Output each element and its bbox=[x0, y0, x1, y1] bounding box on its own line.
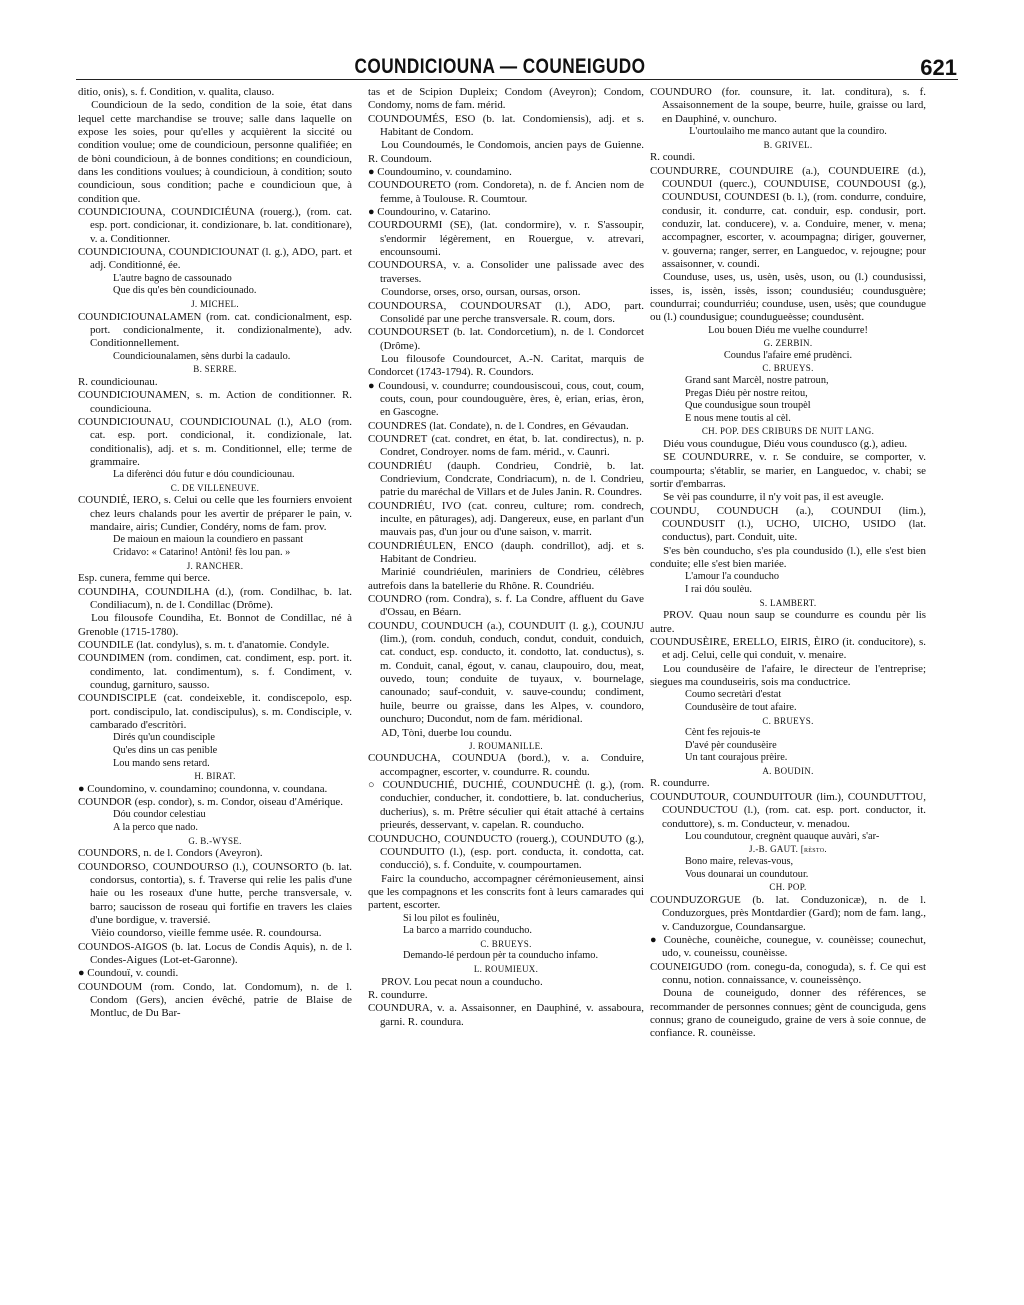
quotation-line: Demando-lé perdoun pèr ta counducho infamo. bbox=[403, 950, 599, 962]
entry-paragraph: Fairc la counducho, accompagner cérémonieusement, ainsi que les compagnons et les conscrits font à leurs camarades qui partent, escorter. bbox=[368, 872, 644, 912]
entry-paragraph: ditio, onis), s. f. Condition, v. qualita, clauso. bbox=[78, 86, 275, 98]
entry-paragraph: ● Coundoumino, v. coundamino. bbox=[368, 166, 512, 179]
entry-paragraph: PROV. Lou pecat noun a counducho. bbox=[381, 975, 543, 988]
header-rule bbox=[76, 79, 958, 80]
entry-paragraph: COUNDORSO, COUNDOURSO (l.), COUNSORTO (b. lat. condorsus, contortia), s. f. Traverse qui relie les palis d'une haie ou les roseaux d'une hutte, perche transversale, v. barro; saucisson de roseau qui fortifie en travers les claies d'une bordigue, v. traversié. bbox=[78, 860, 352, 926]
quotation-line: Lou mando sens retard. bbox=[113, 757, 210, 769]
entry-paragraph: Douna de couneigudo, donner des références, se recommander de personnes connues; gènt de counciguda, gens connus; grano de couneigudo, graine de vers à soie connue, de confiance. R. counèisse. bbox=[650, 987, 926, 1040]
entry-paragraph: COUNDICIOUNA, COUNDICIOUNAT (l. g.), ADO, part. et adj. Conditionné, ée. bbox=[78, 246, 352, 272]
entry-paragraph: tas et de Scipion Dupleix; Condom (Aveyron); Condom, Condomy, noms de fam. mérid. bbox=[368, 86, 644, 112]
quotation-line: A la perco que nado. bbox=[113, 822, 198, 833]
entry-paragraph: Lou filousofe Coundiha, Et. Bonnot de Condillac, né à Grenoble (1715-1780). bbox=[78, 612, 352, 638]
quotation-line: Coundusèire de tout afaire. bbox=[685, 701, 797, 713]
entry-paragraph: COUNDUCHA, COUNDUA (bord.), v. a. Conduire, accompagner, escorter, v. coundurre. R. coundu. bbox=[368, 752, 644, 778]
quotation bbox=[78, 469, 352, 494]
entry-paragraph: COUNDOUMÉS, ESO (b. lat. Condomiensis), adj. et s. Habitant de Condom. bbox=[368, 112, 644, 139]
quotation bbox=[78, 273, 352, 311]
quotation-attribution: C. BRUEYS. bbox=[762, 363, 814, 374]
entry-paragraph: COUNDURRE, COUNDUIRE (a.), COUNDUEIRE (d.), COUNDUI (querc.), COUNDUISE, COUNDOUSI (g.), COUNDUSI, COUNDESI (b. l.), (rom. condurre, conduire, condusir, it. condurre, cat. conduir, esp. condusir, port. conduzir, lat. conducere), v. a. Conduire, mener, v. mena; accompagner, escorter, v. acoumpagna; diriger, gouverner, v. gouverna; ranger, serrer, en Languedoc, v. rejougne; pour assaisonner, v. coundi. bbox=[650, 164, 926, 270]
quotation-line: Un tant courajous prèire. bbox=[685, 752, 788, 764]
entry-paragraph: COUNDILE (lat. condylus), s. m. t. d'anatomie. Condyle. bbox=[78, 638, 330, 651]
quotation-attribution: G. B.-WYSE. bbox=[188, 835, 242, 846]
quotation-attribution: CH. POP. DES CRIBURS DE NUIT LANG. bbox=[701, 426, 875, 437]
entry-paragraph: COUNDOURSA, COUNDOURSAT (l.), ADO, part. Consolidé par une perche transversale. R. coum, dors. bbox=[368, 299, 644, 325]
quotation-line: L'autre bagno de cassounado bbox=[113, 272, 232, 284]
quotation-attribution: L. ROUMIEUX. bbox=[473, 963, 539, 974]
entry-paragraph: COUNDUTOUR, COUNDUITOUR (lim.), COUNDUTTOU, COUNDUCTOU (l.), (rom. cat. esp. port. conductor, it. conduttore), s. m. Conducteur, v. menadou. bbox=[650, 790, 926, 830]
quotation-line: Lou coundutour, cregnènt quauque auvàri, s'ar- bbox=[685, 830, 880, 842]
entry-paragraph: Vièio coundorso, vieille femme usée. R. coundoursa. bbox=[91, 927, 322, 940]
entry-paragraph: ● Coundouï, v. coundi. bbox=[78, 967, 179, 980]
entry-paragraph: COUNDIHA, COUNDILHA (d.), (rom. Condilhac, b. lat. Condiliacum), n. de l. Condillac (Drôme). bbox=[78, 585, 352, 611]
entry-paragraph: Lou coundusèire de l'afaire, le directeur de l'entreprise; siegues ma counduseiris, sois ma conductrice. bbox=[650, 662, 926, 688]
entry-paragraph: COUNDORS, n. de l. Condors (Aveyron). bbox=[78, 847, 263, 860]
entry-paragraph: COUNDUSÈIRE, ERELLO, EIRIS, ÈIRO (it. conducitore), s. et adj. Celui, celle qui conduit, v. menaire. bbox=[650, 635, 926, 662]
entry-paragraph: COUNDUZORGUE (b. lat. Conduzonicæ), n. de l. Conduzorgues, près Montdardier (Gard); nom de fam. lang., v. Canduzorgue, Coundansargue. bbox=[650, 893, 926, 933]
entry-paragraph: COUNDRIÉULEN, ENCO (dauph. condrillot), adj. et s. Habitant de Condrieu. bbox=[368, 539, 644, 566]
quotation-line: La diferènci dóu futur e dóu coundiciounau. bbox=[113, 469, 295, 481]
entry-paragraph: R. coundiciounau. bbox=[78, 375, 158, 388]
entry-paragraph: COUNEIGUDO (rom. conegu-da, conoguda), s. f. Ce qui est connu, notion. connaissance, v. couneissènço. bbox=[650, 960, 926, 986]
quotation bbox=[368, 913, 644, 951]
entry-paragraph: COUNDRET (cat. condret, en état, b. lat. condirectus), n. p. Condret, Condroyer. noms de fam. mérid., v. Caunri. bbox=[368, 432, 644, 459]
quotation bbox=[78, 534, 352, 572]
quotation-line: Dirés qu'un coundisciple bbox=[113, 732, 215, 744]
quotation-attribution: H. BIRAT. bbox=[194, 771, 236, 782]
quotation-line: Que coundusigue soun troupèl bbox=[685, 400, 811, 412]
entry-paragraph: COUNDRIÉU (dauph. Condrieu, Condriè, b. lat. Condrievium, Condcrate, Condriacum), n. de l. Condrieu, patrie du maréchal de Villars et de Jules Janin. R. Coundres. bbox=[368, 459, 644, 499]
quotation-line: L'amour l'a counducho bbox=[685, 571, 780, 583]
entry-paragraph: COUNDOUM (rom. Condo, lat. Condomum), n. de l. Condom (Gers), ancien évêché, patrie de Blaise de Montluc, de Du Bar- bbox=[78, 980, 352, 1020]
entry-paragraph: COUNDIMEN (rom. condimen, cat. condiment, esp. port. it. condimento, lat. condimentum), s. f. Condiment, v. coundug, garnituro, sausso. bbox=[78, 652, 352, 691]
entry-paragraph: SE COUNDURRE, v. r. Se conduire, se comporter, v. coumpourta; s'établir, se marier, en Languedoc, v. chabi; se sortir d'embarras. bbox=[650, 451, 926, 491]
quotation bbox=[368, 950, 644, 975]
entry-paragraph: COUNDOURSA, v. a. Consolider une palissade avec des traverses. bbox=[368, 259, 644, 285]
entry-paragraph: Se vèi pas coundurre, il n'y voit pas, il est aveugle. bbox=[663, 491, 884, 504]
entry-paragraph: ○ COUNDUCHIÉ, DUCHIÉ, COUNDUCHÈ (l. g.), (rom. conduchier, conducher, it. condottiere, b. lat. conducherius, ducherius), s. m. Prêtre séculier qui était attaché à certains prieurés, desservant, v. capelan. R. counducho. bbox=[368, 779, 644, 832]
quotation-attribution: CH. POP. bbox=[769, 882, 807, 893]
entry-paragraph: COUNDOURSET (b. lat. Condorcetium), n. de l. Condorcet (Drôme). bbox=[368, 326, 644, 352]
quotation-line: De maioun en maioun la coundiero en passant bbox=[113, 534, 304, 546]
page-number: 621 bbox=[920, 55, 957, 80]
quotation-line: Cènt fes rejouis-te bbox=[685, 727, 761, 739]
quotation bbox=[650, 831, 926, 856]
entry-paragraph: Diéu vous coundugue, Diéu vous coundusco (g.), adieu. bbox=[663, 438, 908, 451]
quotation-line: Lou bouen Diéu me vuelhe coundurre! bbox=[708, 324, 868, 336]
quotation bbox=[650, 126, 926, 151]
entry-paragraph: COUNDRO (rom. Condra), s. f. La Condre, affluent du Gave d'Ossau, en Béarn. bbox=[368, 593, 644, 619]
entry-paragraph: COUNDISCIPLE (cat. condeixeble, it. condiscepolo, esp. port. condiscipulo, lat. condiscipulus), s. m. Condisciple, v. cambarado d'escritòri. bbox=[78, 692, 352, 731]
quotation-line: Si lou pilot es foulinèu, bbox=[403, 912, 500, 924]
quotation bbox=[650, 689, 926, 727]
quotation-line: Pregas Diéu pèr nostre reitou, bbox=[685, 387, 808, 399]
quotation bbox=[78, 809, 352, 847]
entry-paragraph: S'es bèn counducho, s'es pla coundusido (l.), elle s'est bien conduite; elle s'est bien mariée. bbox=[650, 544, 926, 571]
entry-paragraph: COUNDRES (lat. Condate), n. de l. Condres, en Gévaudan. bbox=[368, 419, 629, 432]
running-head: COUNDICIOUNA — COUNEIGUDO bbox=[354, 55, 646, 78]
quotation-line: Coundiciounalamen, sèns durbi la cadaulo. bbox=[113, 350, 291, 362]
entry-paragraph: Coundicioun de la sedo, condition de la soie, état dans lequel cette marchandise se trouve; salle dans laquelle on expose les soies, pour qu'elles y acquièrent la siccité ou condition voulue; ome de coundicioun, personne qualifiée; en de bòni coundicioun, à de bonnes conditions; en coundicioun, dans les conditions voulues; à coundicioun, à condition; souto coundicioun, sous condition; pache e coundicioun que, à condition que. bbox=[78, 99, 352, 205]
quotation-attribution: S. LAMBERT. bbox=[759, 597, 817, 608]
entry-paragraph: COUNDU, COUNDUCH (a.), COUNDUIT (l. g.), COUNJU (lim.), (rom. conduh, conduch, condut, conduit, conduich, cat. conduct, esp. conducto, it. condotto, lat. conductus), s. m. Conduit, canal, égout, v. canau, claupouiro, dou, meat, ouvedo, toun; conduite de tuyaux, v. bournelage, canounado; sauf-conduit, v. sauve-coundu; condiment, huile, beurre ou graisse, dans les Alpes, v. coundoro, ounchuro; Ducondut, nom de fam. méridional. bbox=[368, 619, 644, 726]
entry-paragraph: R. coundi. bbox=[650, 151, 696, 164]
quotation bbox=[650, 375, 926, 438]
entry-paragraph: ● Coundousi, v. coundurre; coundousiscoui, cous, cout, coum, couts, coun, pour coundouguère, ères, è, erian, erias, èron, en Gascogne. bbox=[368, 379, 644, 419]
quotation-line: D'avé pèr coundusèire bbox=[685, 739, 777, 751]
quotation-line: La barco a marrido counducho. bbox=[403, 925, 532, 937]
entry-paragraph: COUNDU, COUNDUCH (a.), COUNDUI (lim.), COUNDUSIT (l.), UCHO, UICHO, USIDO (lat. conductus), part. Conduit, uite. bbox=[650, 504, 926, 544]
entry-paragraph: COUNDUCHO, COUNDUCTO (rouerg.), COUNDUTO (g.), COUNDUITO (l.), (esp. port. conducta, it. condotta, cat. conducció), s. f. Conduite, v. coumpourtamen. bbox=[368, 832, 644, 872]
quotation-attribution: A. BOUDIN. bbox=[762, 765, 814, 776]
entry-paragraph: Counduse, uses, us, usèn, usès, uson, ou (l.) coundusissi, isses, is, issèn, issès, isson; coundusiéu; coundusguère; coundurrai; coundurriéu; counduse, usen, usès; que coundugue ou (l.) coundusigue; coundugueèsse; coundusènt. bbox=[650, 271, 926, 324]
entry-paragraph: COUNDOS-AIGOS (b. lat. Locus de Condis Aquis), n. de l. Condes-Aigues (Lot-et-Garonne). bbox=[78, 940, 352, 966]
quotation-line: L'ourtoulaiho me manco autant que la coundiro. bbox=[689, 126, 887, 138]
quotation bbox=[78, 351, 352, 376]
entry-paragraph: COUNDICIOUNAMEN, s. m. Action de conditionner. R. coundiciouna. bbox=[78, 389, 352, 415]
quotation bbox=[368, 740, 644, 753]
entry-paragraph: COUNDURA, v. a. Assaisonner, en Dauphiné, v. assaboura, garni. R. coundura. bbox=[368, 1002, 644, 1028]
entry-paragraph: ● Coundomino, v. coundamino; coundonna, v. coundana. bbox=[78, 782, 328, 795]
quotation-attribution: C. DE VILLENEUVE. bbox=[170, 482, 260, 493]
entry-paragraph: Marinié coundriéulen, mariniers de Condrieu, célèbres autrefois dans la batellerie du Rhône. R. Coundriéu. bbox=[368, 566, 644, 592]
quotation-attribution: G. ZERBIN. bbox=[763, 338, 813, 349]
entry-paragraph: COUNDICIOUNA, COUNDICIÉUNA (rouerg.), (rom. cat. esp. port. condicionar, it. condizionare, b. lat. conditionare), v. a. Conditionner. bbox=[78, 206, 352, 245]
quotation bbox=[78, 732, 352, 782]
entry-paragraph: COUNDOR (esp. condor), s. m. Condor, oiseau d'Amérique. bbox=[78, 796, 343, 809]
quotation-line: Que dis qu'es bèn coundiciounado. bbox=[113, 285, 257, 297]
quotation-line: Cridavo: « Catarino! Antòni! fès lou pan. » bbox=[113, 547, 291, 559]
quotation-line: Bono maire, relevas-vous, bbox=[685, 856, 794, 868]
quotation bbox=[650, 727, 926, 777]
quotation-attribution: C. BRUEYS. bbox=[480, 938, 532, 949]
entry-paragraph: Esp. cunera, femme qui berce. bbox=[78, 572, 211, 585]
quotation-line: Qu'es dins un cas penible bbox=[113, 744, 218, 756]
quotation-attribution: B. GRIVEL. bbox=[763, 139, 813, 150]
quotation-attribution: J. MICHEL. bbox=[191, 299, 239, 309]
quotation-line: Vous dounarai un coundutour. bbox=[685, 868, 809, 880]
quotation-line: Coundus l'afaire emé prudènci. bbox=[723, 349, 853, 361]
quotation-line: I rai dóu soulèu. bbox=[685, 584, 752, 596]
entry-paragraph: ● Counèche, counèiche, counegue, v. counèisse; counechut, udo, v. couneissu, counèisse. bbox=[650, 933, 926, 960]
quotation-attribution: C. BRUEYS. bbox=[762, 715, 814, 726]
entry-paragraph: COUNDRIÉU, IVO (cat. conreu, culture; rom. condrech, inculte, en pâturages), adj. Dangereux, euse, en parlant d'un mauvais pas, d'un jour ou d'une saison, v. marrit. bbox=[368, 499, 644, 539]
entry-paragraph: R. coundurre. bbox=[368, 988, 428, 1001]
quotation-attribution: J. ROUMANILLE. bbox=[469, 740, 543, 751]
quotation-line: Grand sant Marcèl, nostre patroun, bbox=[685, 375, 829, 387]
quotation-attribution: J.-B. GAUT. [rèsto. bbox=[749, 844, 827, 855]
quotation-line: Dóu coundor celestiau bbox=[113, 809, 206, 821]
quotation-line: E nous mene toutis al cèl. bbox=[685, 412, 791, 424]
quotation bbox=[650, 856, 926, 894]
entry-paragraph: COUNDICIOUNALAMEN (rom. cat. condicionalment, esp. port. condicionalmente, it. condizionalmente), adv. Conditionnellement. bbox=[78, 310, 352, 350]
entry-paragraph: COUNDOURETO (rom. Condoreta), n. de f. Ancien nom de femme, à Toulouse. R. Coumtour. bbox=[368, 179, 644, 205]
column-right bbox=[650, 86, 926, 1286]
entry-paragraph: R. coundurre. bbox=[650, 777, 710, 790]
entry-paragraph: COUNDICIOUNAU, COUNDICIOUNAL (l.), ALO (rom. cat. esp. port. condicional, it. condizionale, lat. conditionalis), adj. et s. m. Conditionnel, elle; terme de grammaire. bbox=[78, 415, 352, 468]
quotation-line: Coumo secretàri d'estat bbox=[685, 689, 782, 701]
quotation-attribution: B. SERRE. bbox=[193, 364, 237, 375]
quotation bbox=[650, 350, 926, 375]
entry-paragraph: COURDOURMI (SE), (lat. condormire), v. r. S'assoupir, s'endormir légèrement, en Rouergue, v. atrevari, encounsoumi. bbox=[368, 219, 644, 259]
entry-paragraph: COUNDIÉ, IERO, s. Celui ou celle que les fourniers envoient chez leurs chalands pour les avertir de préparer le pain, v. mandaire, airis; Cundier, Condéry, noms de fam. prov. bbox=[78, 494, 352, 534]
entry-paragraph: AD, Tòni, duerbe lou coundu. bbox=[381, 726, 512, 739]
quotation bbox=[650, 571, 926, 609]
entry-paragraph: Coundorse, orses, orso, oursan, oursas, orson. bbox=[381, 286, 581, 299]
quotation-attribution: J. RANCHER. bbox=[186, 560, 244, 571]
entry-paragraph: Lou filousofe Coundourcet, A.-N. Caritat, marquis de Condorcet (1743-1794). R. Coundors. bbox=[368, 352, 644, 379]
column-left bbox=[78, 86, 352, 1286]
entry-paragraph: PROV. Quau noun saup se coundurre es coundu pèr lis autre. bbox=[650, 609, 926, 635]
entry-paragraph: Lou Coundoumés, le Condomois, ancien pays de Guienne. R. Coundoum. bbox=[368, 139, 644, 165]
entry-paragraph: ● Coundourino, v. Catarino. bbox=[368, 206, 491, 219]
column-middle bbox=[368, 86, 644, 1286]
quotation bbox=[650, 325, 926, 350]
entry-paragraph: COUNDURO (for. counsure, it. lat. conditura), s. f. Assaisonnement de la soupe, beurre, huile, graisse ou lard, en Dauphiné, v. ounchuro. bbox=[650, 86, 926, 125]
